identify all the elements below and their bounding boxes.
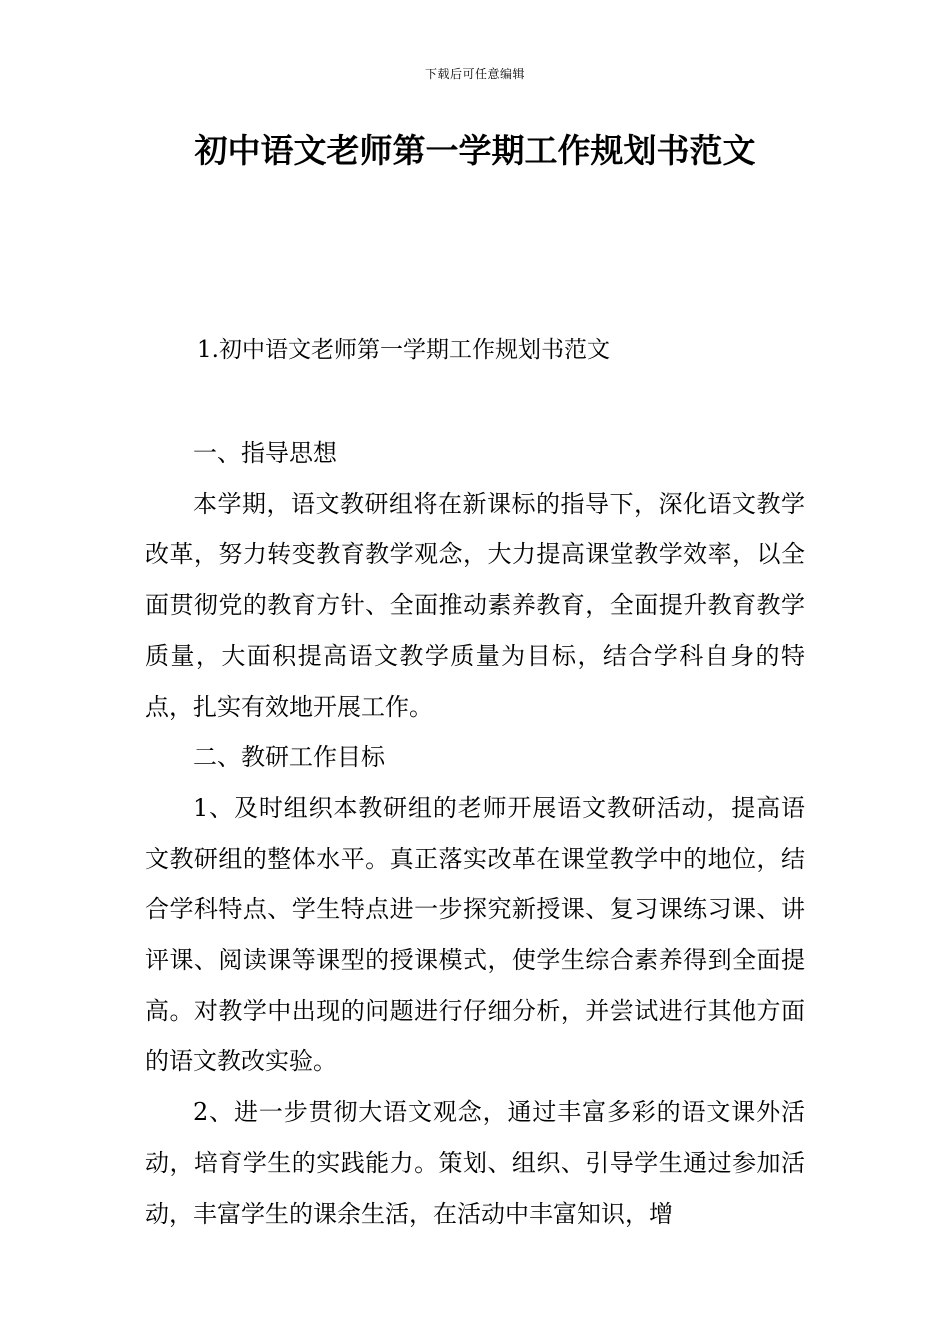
document-title: 初中语文老师第一学期工作规划书范文 [194,131,756,170]
paragraph: 1、及时组织本教研组的老师开展语文教研活动，提高语文教研组的整体水平。真正落实改革在课堂教学中的地位，结合学科特点、学生特点进一步探究新授课、复习课练习课、讲评课、阅读课等课型的授课模式，使学生综合素养得到全面提高。对教学中出现的问题进行仔细分析，并尝试进行其他方面的语文教改实验。 [145,793,805,1076]
section-heading-guiding-ideology: 一、指导思想 [193,439,337,467]
header-note: 下载后可任意编辑 [424,67,525,81]
paragraph: 本学期，语文教研组将在新课标的指导下，深化语文教学改革，努力转变教育教学观念，大力提高课堂教学效率，以全面贯彻党的教育方针、全面推动素养教育，全面提升教育教学质量，大面积提高语文教学质量为目标，结合学科自身的特点，扎实有效地开展工作。 [145,489,805,721]
paragraph: 2、进一步贯彻大语文观念，通过丰富多彩的语文课外活动，培育学生的实践能力。策划、组织、引导学生通过参加活动，丰富学生的课余生活，在活动中丰富知识，增 [145,1098,805,1228]
section-heading-research-goals: 二、教研工作目标 [193,743,385,772]
document-body [145,428,805,1239]
section-subtitle: 1.初中语文老师第一学期工作规划书范文 [197,337,610,363]
